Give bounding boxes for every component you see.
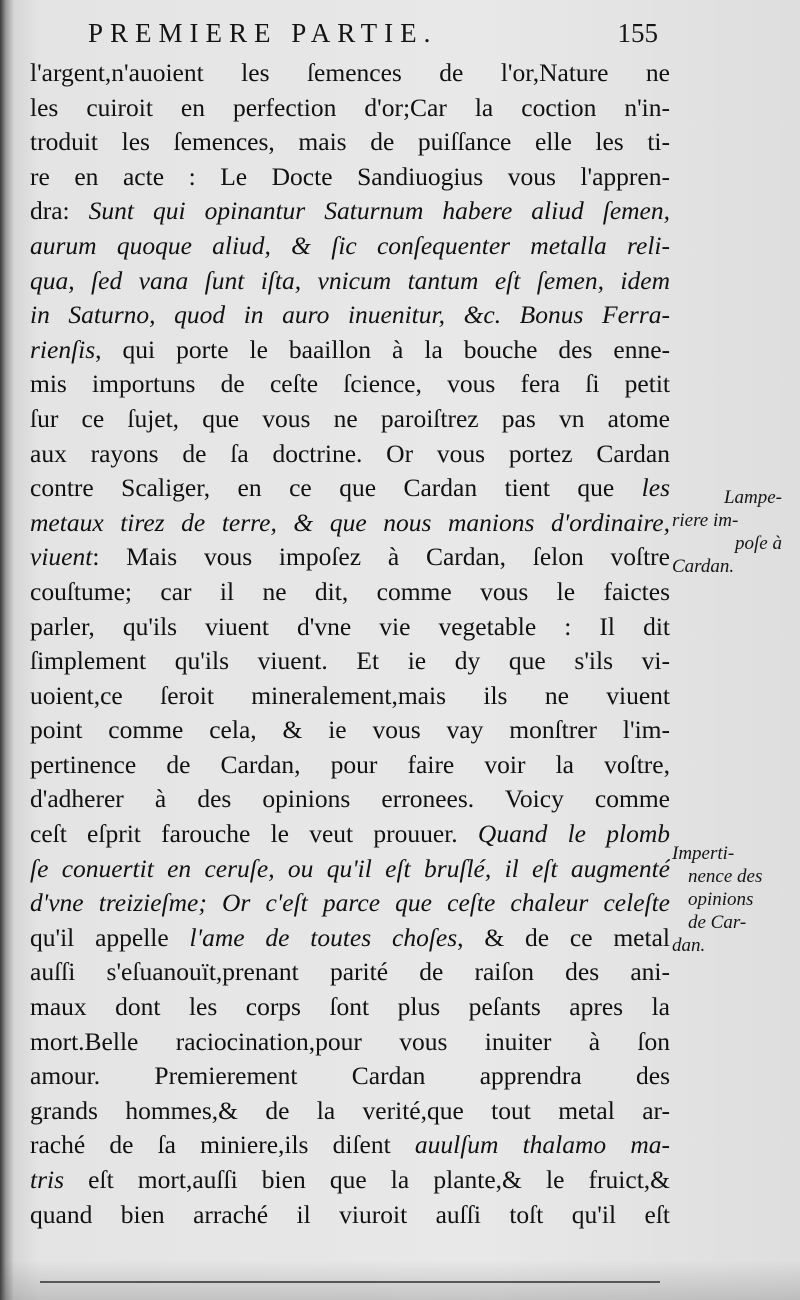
roman-text: dra: — [30, 196, 89, 226]
margin-note-line: dan. — [672, 935, 706, 956]
roman-text: : Mais vous impoſez à Cardan, ſelon voſtre — [92, 542, 670, 572]
roman-text: maux dont les corps ſont plus peſants apres la — [30, 992, 670, 1022]
margin-note-impertinence — [672, 842, 790, 957]
margin-note-lamperiere — [672, 486, 790, 578]
roman-text: raché de ſa miniere,ils diſent — [30, 1130, 415, 1160]
italic-text: ſe conuertit en ceruſe, ou qu'il eſt bruſlé, il eſt augmenté — [30, 853, 670, 883]
text-line — [30, 402, 670, 437]
text-line — [30, 1059, 670, 1094]
margin-note-line: Cardan. — [672, 556, 735, 577]
text-line — [30, 782, 670, 817]
roman-text: point comme cela, & ie vous vay monſtrer l'im- — [30, 715, 670, 745]
italic-text: qua, ſed vana ſunt iſta, vnicum tantum eſt ſemen, idem — [30, 265, 670, 295]
roman-text: , & de ce metal — [457, 922, 670, 952]
italic-text: in Saturno, quod in auro inuenitur, &c. Bonus Ferra- — [30, 300, 670, 330]
italic-text: viuent — [30, 542, 93, 572]
text-line — [30, 713, 670, 748]
italic-text: metaux tirez de terre, & que nous manions d'ordinaire, — [30, 507, 670, 537]
bottom-rule — [40, 1281, 660, 1283]
text-line — [30, 229, 670, 264]
roman-text: couſtume; car il ne dit, comme vous le faictes — [30, 576, 670, 606]
margin-note-line: Lampe- — [723, 487, 782, 508]
text-line — [30, 125, 670, 160]
roman-text: aux rayons de ſa doctrine. Or vous portez Cardan — [30, 438, 670, 468]
roman-text: mis importuns de ceſte ſcience, vous fera ſi petit — [30, 369, 670, 399]
text-line — [30, 1025, 670, 1060]
text-line — [30, 56, 670, 91]
text-line — [30, 194, 670, 229]
text-line — [30, 91, 670, 126]
roman-text: parler, qu'ils viuent d'vne vie vegetable : Il dit — [30, 611, 670, 641]
text-line — [30, 748, 670, 783]
text-line — [30, 333, 670, 368]
text-line — [30, 817, 670, 852]
margin-note-line: nence des — [688, 866, 763, 887]
text-line — [30, 471, 670, 506]
text-line — [30, 1163, 670, 1198]
roman-text: l'argent,n'auoient les ſemences de l'or,Nature ne — [30, 58, 670, 87]
roman-text: amour. Premierement Cardan apprendra des — [30, 1061, 670, 1091]
roman-text: pertinence de Cardan, pour faire voir la voſtre, — [30, 749, 670, 779]
text-line — [30, 264, 670, 299]
text-line — [30, 679, 670, 714]
margin-note-line: poſe à — [735, 533, 782, 554]
roman-text: auſſi s'eſuanouït,prenant parité de raiſon des ani- — [30, 957, 670, 987]
text-line — [30, 298, 670, 333]
running-header — [88, 18, 658, 58]
italic-text: Quand le plomb — [477, 819, 670, 849]
italic-text: aurum quoque aliud, & ſic conſequenter metalla reli- — [30, 230, 670, 260]
text-line — [30, 955, 670, 990]
text-line — [30, 367, 670, 402]
margin-note-line: Imperti- — [672, 843, 735, 864]
margin-note-line: de Car- — [688, 912, 747, 933]
running-title: PREMIERE PARTIE. — [88, 18, 438, 48]
roman-text: re en acte : Le Docte Sandiuogius vous l'appren- — [30, 161, 670, 191]
italic-text: Sunt qui opinantur Saturnum habere aliud ſemen, — [88, 196, 670, 226]
roman-text: d'adherer à des opinions erronees. Voicy comme — [30, 784, 670, 814]
italic-text: l'ame de toutes choſes — [189, 922, 458, 952]
main-text-block — [30, 56, 670, 1232]
italic-text: d'vne treizieſme; Or c'eſt parce que ceſte chaleur celeſte — [30, 888, 670, 918]
page-number: 155 — [617, 18, 658, 48]
text-line — [30, 886, 670, 921]
margin-note-line: riere im- — [672, 510, 739, 531]
roman-text: contre Scaliger, en ce que Cardan tient que — [30, 473, 642, 503]
italic-text: rienſis — [30, 334, 96, 364]
roman-text: troduit les ſemences, mais de puiſſance elle les ti- — [30, 127, 670, 157]
text-line — [30, 437, 670, 472]
text-line — [30, 575, 670, 610]
roman-text: , qui porte le baaillon à la bouche des enne- — [95, 334, 670, 364]
text-line — [30, 1128, 670, 1163]
text-line — [30, 921, 670, 956]
text-line — [30, 160, 670, 195]
roman-text: mort.Belle raciocination,pour vous inuiter à ſon — [30, 1026, 670, 1056]
text-line — [30, 506, 670, 541]
roman-text: eſt mort,auſſi bien que la plante,& le fruict,& — [64, 1165, 670, 1194]
italic-text: les — [641, 473, 670, 503]
text-line — [30, 1198, 670, 1233]
roman-text: qu'il appelle — [30, 922, 190, 952]
roman-text: quand bien arraché il viuroit auſſi toſt qu'il eſt — [30, 1199, 670, 1229]
roman-text: les cuiroit en perfection d'or;Car la coction n'in- — [30, 92, 670, 122]
text-line — [30, 610, 670, 645]
text-line — [30, 990, 670, 1025]
text-line — [30, 540, 670, 575]
roman-text: grands hommes,& de la verité,que tout metal ar- — [30, 1095, 670, 1125]
italic-text: tris — [30, 1165, 65, 1194]
text-line — [30, 852, 670, 887]
text-line — [30, 644, 670, 679]
roman-text: ſur ce ſujet, que vous ne paroiſtrez pas vn atome — [30, 403, 670, 433]
margin-note-line: opinions — [688, 889, 754, 910]
roman-text: uoient,ce ſeroit mineralement,mais ils ne viuent — [30, 680, 670, 710]
roman-text: ceſt eſprit farouche le veut prouuer. — [30, 819, 478, 849]
text-line — [30, 1094, 670, 1129]
italic-text: auulſum thalamo ma- — [414, 1130, 670, 1160]
roman-text: ſimplement qu'ils viuent. Et ie dy que s'ils vi- — [30, 646, 670, 676]
